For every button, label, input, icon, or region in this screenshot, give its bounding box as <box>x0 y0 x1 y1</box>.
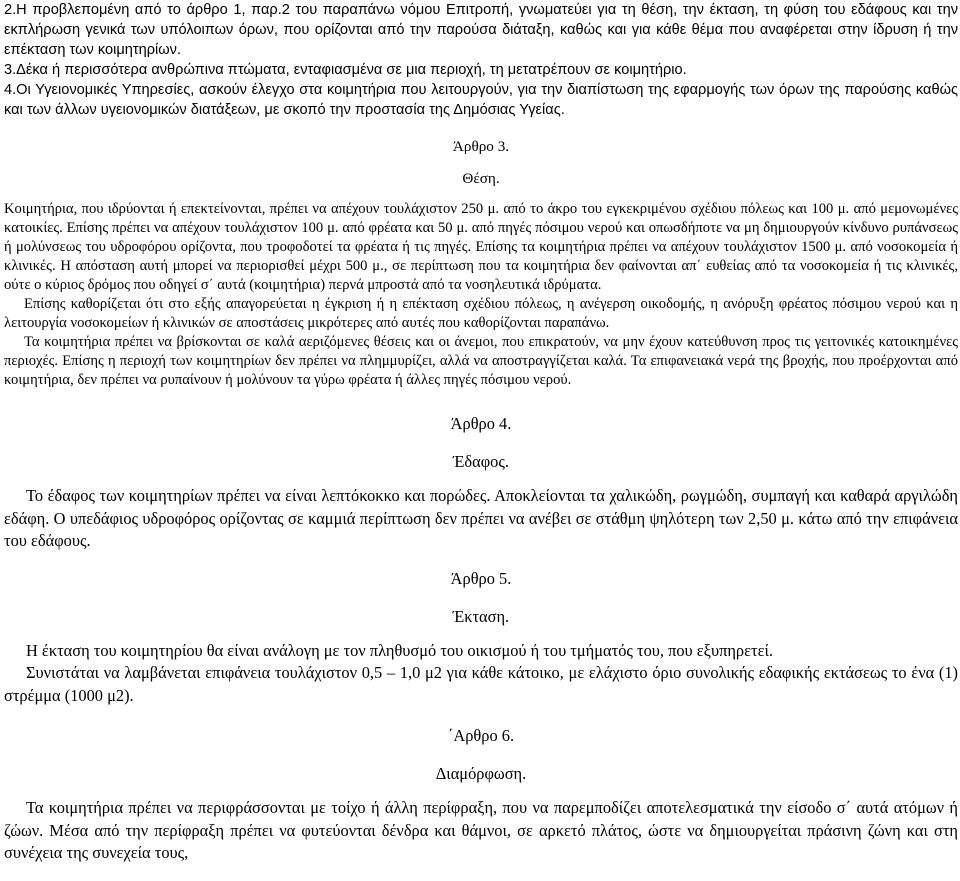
section2-paragraph-3: 3.Δέκα ή περισσότερα ανθρώπινα πτώματα, ενταφιασμένα σε μια περιοχή, τη μετατρέπουν σε κοιμητήριο. <box>4 62 687 78</box>
article-6-heading: ΄Αρθρο 6. <box>447 726 515 745</box>
article-4-title: Έδαφος. <box>453 452 509 471</box>
article-6-title: Διαμόρφωση. <box>435 764 527 783</box>
article-3-paragraph-1: Κοιμητήρια, που ιδρύονται ή επεκτείνονται, πρέπει να απέχουν τουλάχιστον 250 μ. από το άκρο του εγκεκριμένου σχέδιου πόλεως και 100 μ. από μεμονωμένες κατοικίες. Επίσης πρέπει να απέχουν τουλάχιστον 100 μ. από φρέατα και 50 μ. από πηγές πόσιμου νερού και οπωσδήποτε να μη δημιουργούν κίνδυνο ρυπάνσεως ή μολύνσεως του υδροφόρου ορίζοντα, που τροφοδοτεί τα φρέατα ή τις πηγές. Επίσης τα κοιμητήρια πρέπει να απέχουν τουλάχιστον 1500 μ. από νοσοκομεία ή κλινικές. Η απόσταση αυτή μπορεί να περιορισθεί μέχρι 500 μ., σε περίπτωση που τα κοιμητήρια δεν φαίνονται απ΄ ευθείας από τα νοσοκομεία ή τις κλινικές, ούτε ο κύριος δρόμος που οδηγεί σ΄ αυτά (κοιμητήρια) περνά μπροστά από τα νοσηλευτικά ιδρύματα. <box>4 201 958 293</box>
article-4-heading: Άρθρο 4. <box>450 414 512 433</box>
article-4-paragraph-1: Το έδαφος των κοιμητηρίων πρέπει να είναι λεπτόκοκκο και πορώδες. Αποκλείονται τα χαλικώδη, ρωγμώδη, συμπαγή και καθαρά αργιλώδη εδάφη. Ο υπεδάφιος υδροφόρος ορίζοντας σε καμμιά περίπτωση δεν πρέπει να ανέβει σε στάθμη ψηλότερη των 2,50 μ. κάτω από την επιφάνεια του εδάφους. <box>4 486 958 550</box>
section2-paragraph-2: 2.Η προβλεπομένη από το άρθρο 1, παρ.2 του παραπάνω νόμου Επιτροπή, γνωματεύει για τη θέση, την έκταση, τη φύση του εδάφους και την εκπλήρωση γενικά των υπόλοιπων όρων, που ορίζονται από την παρούσα διάταξη, καθώς και για κάθε θέμα που αναφέρεται στην ίδρυση ή την επέκταση των κοιμητηρίων. <box>4 2 958 58</box>
article-5-paragraph-1: Η έκταση του κοιμητηρίου θα είναι ανάλογη με τον πληθυσμό του οικισμού ή του τμήματός του, που εξυπηρετεί. <box>26 640 773 660</box>
article-5-paragraph-2: Συνιστάται να λαμβάνεται επιφάνεια τουλάχιστον 0,5 – 1,0 μ2 για κάθε κάτοικο, με ελάχιστο όριο συνολικής εδαφικής εκτάσεως το ένα (1) στρέμμα (1000 μ2). <box>4 663 958 705</box>
article-5-heading: Άρθρο 5. <box>450 568 512 588</box>
article-3-paragraph-3: Τα κοιμητήρια πρέπει να βρίσκονται σε καλά αεριζόμενες θέσεις και οι άνεμοι, που επικρατούν, να μην έχουν κατεύθυνση προς τις γειτονικές κατοικημένες περιοχές. Επίσης η περιοχή των κοιμητηρίων δεν πρέπει να πλημμυρίζει, αλλά να αποστραγγίζεται καλά. Τα επιφανειακά νερά της βροχής, που προέρχονται από κοιμητήρια, δεν πρέπει να ρυπαίνουν ή μολύνουν τα γύρω φρέατα ή άλλες πηγές πόσιμου νερού. <box>4 334 958 388</box>
article-3-heading: Άρθρο 3. <box>452 138 510 155</box>
section2-paragraph-4: 4.Οι Υγειονομικές Υπηρεσίες, ασκούν έλεγχο στα κοιμητήρια που λειτουργούν, για την διαπίστωση της εφαρμογής των όρων της παρούσης καθώς και των άλλων υγειονομικών διατάξεων, με σκοπό την προστασία της Δημόσιας Υγείας. <box>4 82 958 118</box>
article-6-paragraph-1: Τα κοιμητήρια πρέπει να περιφράσσονται με τοίχο ή άλλη περίφραξη, που να παρεμποδίζει αποτελεσματικά την είσοδο σ΄ αυτά ατόμων ή ζώων. Μέσα από την περίφραξη πρέπει να φυτεύονται δένδρα και θάμνοι, σε αρκετό πλάτος, ώστε να δημιουργείται πράσινη ζώνη και στη συνέχεια της συνεχεία τους, <box>4 798 958 862</box>
article-3-title: Θέση. <box>462 170 500 187</box>
article-5-title: Έκταση. <box>452 606 510 626</box>
article-3-paragraph-2: Επίσης καθορίζεται ότι στο εξής απαγορεύεται η έγκριση ή η επέκταση σχέδιου πόλεως, η ανέγερση οικοδομής, η ανόρυξη φρέατος πόσιμου νερού και η λειτουργία νοσοκομείων ή κλινικών σε αποστάσεις μικρότερες από αυτές που καθορίζονται παραπάνω. <box>4 296 958 331</box>
